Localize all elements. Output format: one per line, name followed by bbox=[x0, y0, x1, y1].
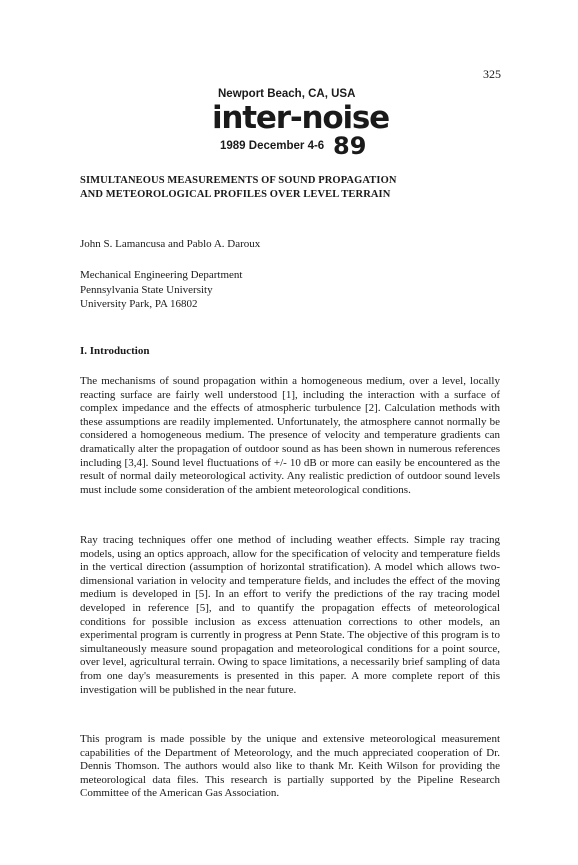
paper-authors: John S. Lamancusa and Pablo A. Daroux bbox=[80, 238, 261, 250]
affiliation-line: Pennsylvania State University bbox=[80, 283, 213, 296]
body-paragraph: Ray tracing techniques offer one method of including weather effects. Simple ray tracing models, using an optics approach, allow for the specification of velocity and temperature fields in the vertical direction (assumption of horizontal stratification). A model which allows two-dimensional variation in velocity and temperature fields, and includes the effect of the moving medium is developed in [5]. In an effort to verify the predictions of the ray tracing model developed in reference [5], and to quantify the propagation effects of meteorological conditions for possible inclusion as excess attenuation corrections to other models, an experimental program is currently in progress at Penn State. The objective of this program is to simultaneously measure sound propagation and meteorological conditions for a point source, over level, agricultural terrain. Owing to space limitations, a necessarily brief sampling of data from one day's measurements is presented in this paper. A more complete report of this investigation will be published in the near future. bbox=[80, 534, 500, 696]
conference-location: Newport Beach, CA, USA bbox=[218, 88, 356, 100]
title-line: AND METEOROLOGICAL PROFILES OVER LEVEL TERRAIN bbox=[80, 189, 391, 200]
conference-logo: inter-noise bbox=[212, 100, 389, 136]
section-heading: I. Introduction bbox=[80, 345, 150, 357]
author-affiliation bbox=[80, 268, 243, 312]
page-number: 325 bbox=[483, 67, 501, 81]
affiliation-line: University Park, PA 16802 bbox=[80, 298, 198, 310]
affiliation-line: Mechanical Engineering Department bbox=[80, 269, 243, 281]
body-paragraph: The mechanisms of sound propagation within a homogeneous medium, over a level, locally reacting surface are fairly well understood [1], including the interaction with a surface of complex impedance and the effects of atmospheric turbulence [2]. Calculation methods with these assumptions are readily implemented. Unfortunately, the atmosphere cannot normally be considered a homogeneous medium. The presence of velocity and temperature gradients can dramatically alter the propagation of outdoor sound as has been shown in numerous references including [3,4]. Sound level fluctuations of +/- 10 dB or more can easily be encountered as the result of normal daily meteorological activity. Any realistic prediction of outdoor sound levels must include some consideration of the ambient meteorological conditions. bbox=[80, 375, 500, 496]
title-line: SIMULTANEOUS MEASUREMENTS OF SOUND PROPAGATION bbox=[80, 175, 397, 186]
paper-title bbox=[80, 174, 510, 202]
body-paragraph: This program is made possible by the unique and extensive meteorological measurement capabilities of the Department of Meteorology, and the much appreciated cooperation of Dr. Dennis Thomson. The authors would also like to thank Mr. Keith Wilson for providing the meteorological data files. This research is partially supported by the Pipeline Research Committee of the American Gas Association. bbox=[80, 733, 500, 800]
conference-dates: 1989 December 4-6 bbox=[220, 140, 325, 152]
conference-year-logo: 89 bbox=[333, 132, 367, 160]
